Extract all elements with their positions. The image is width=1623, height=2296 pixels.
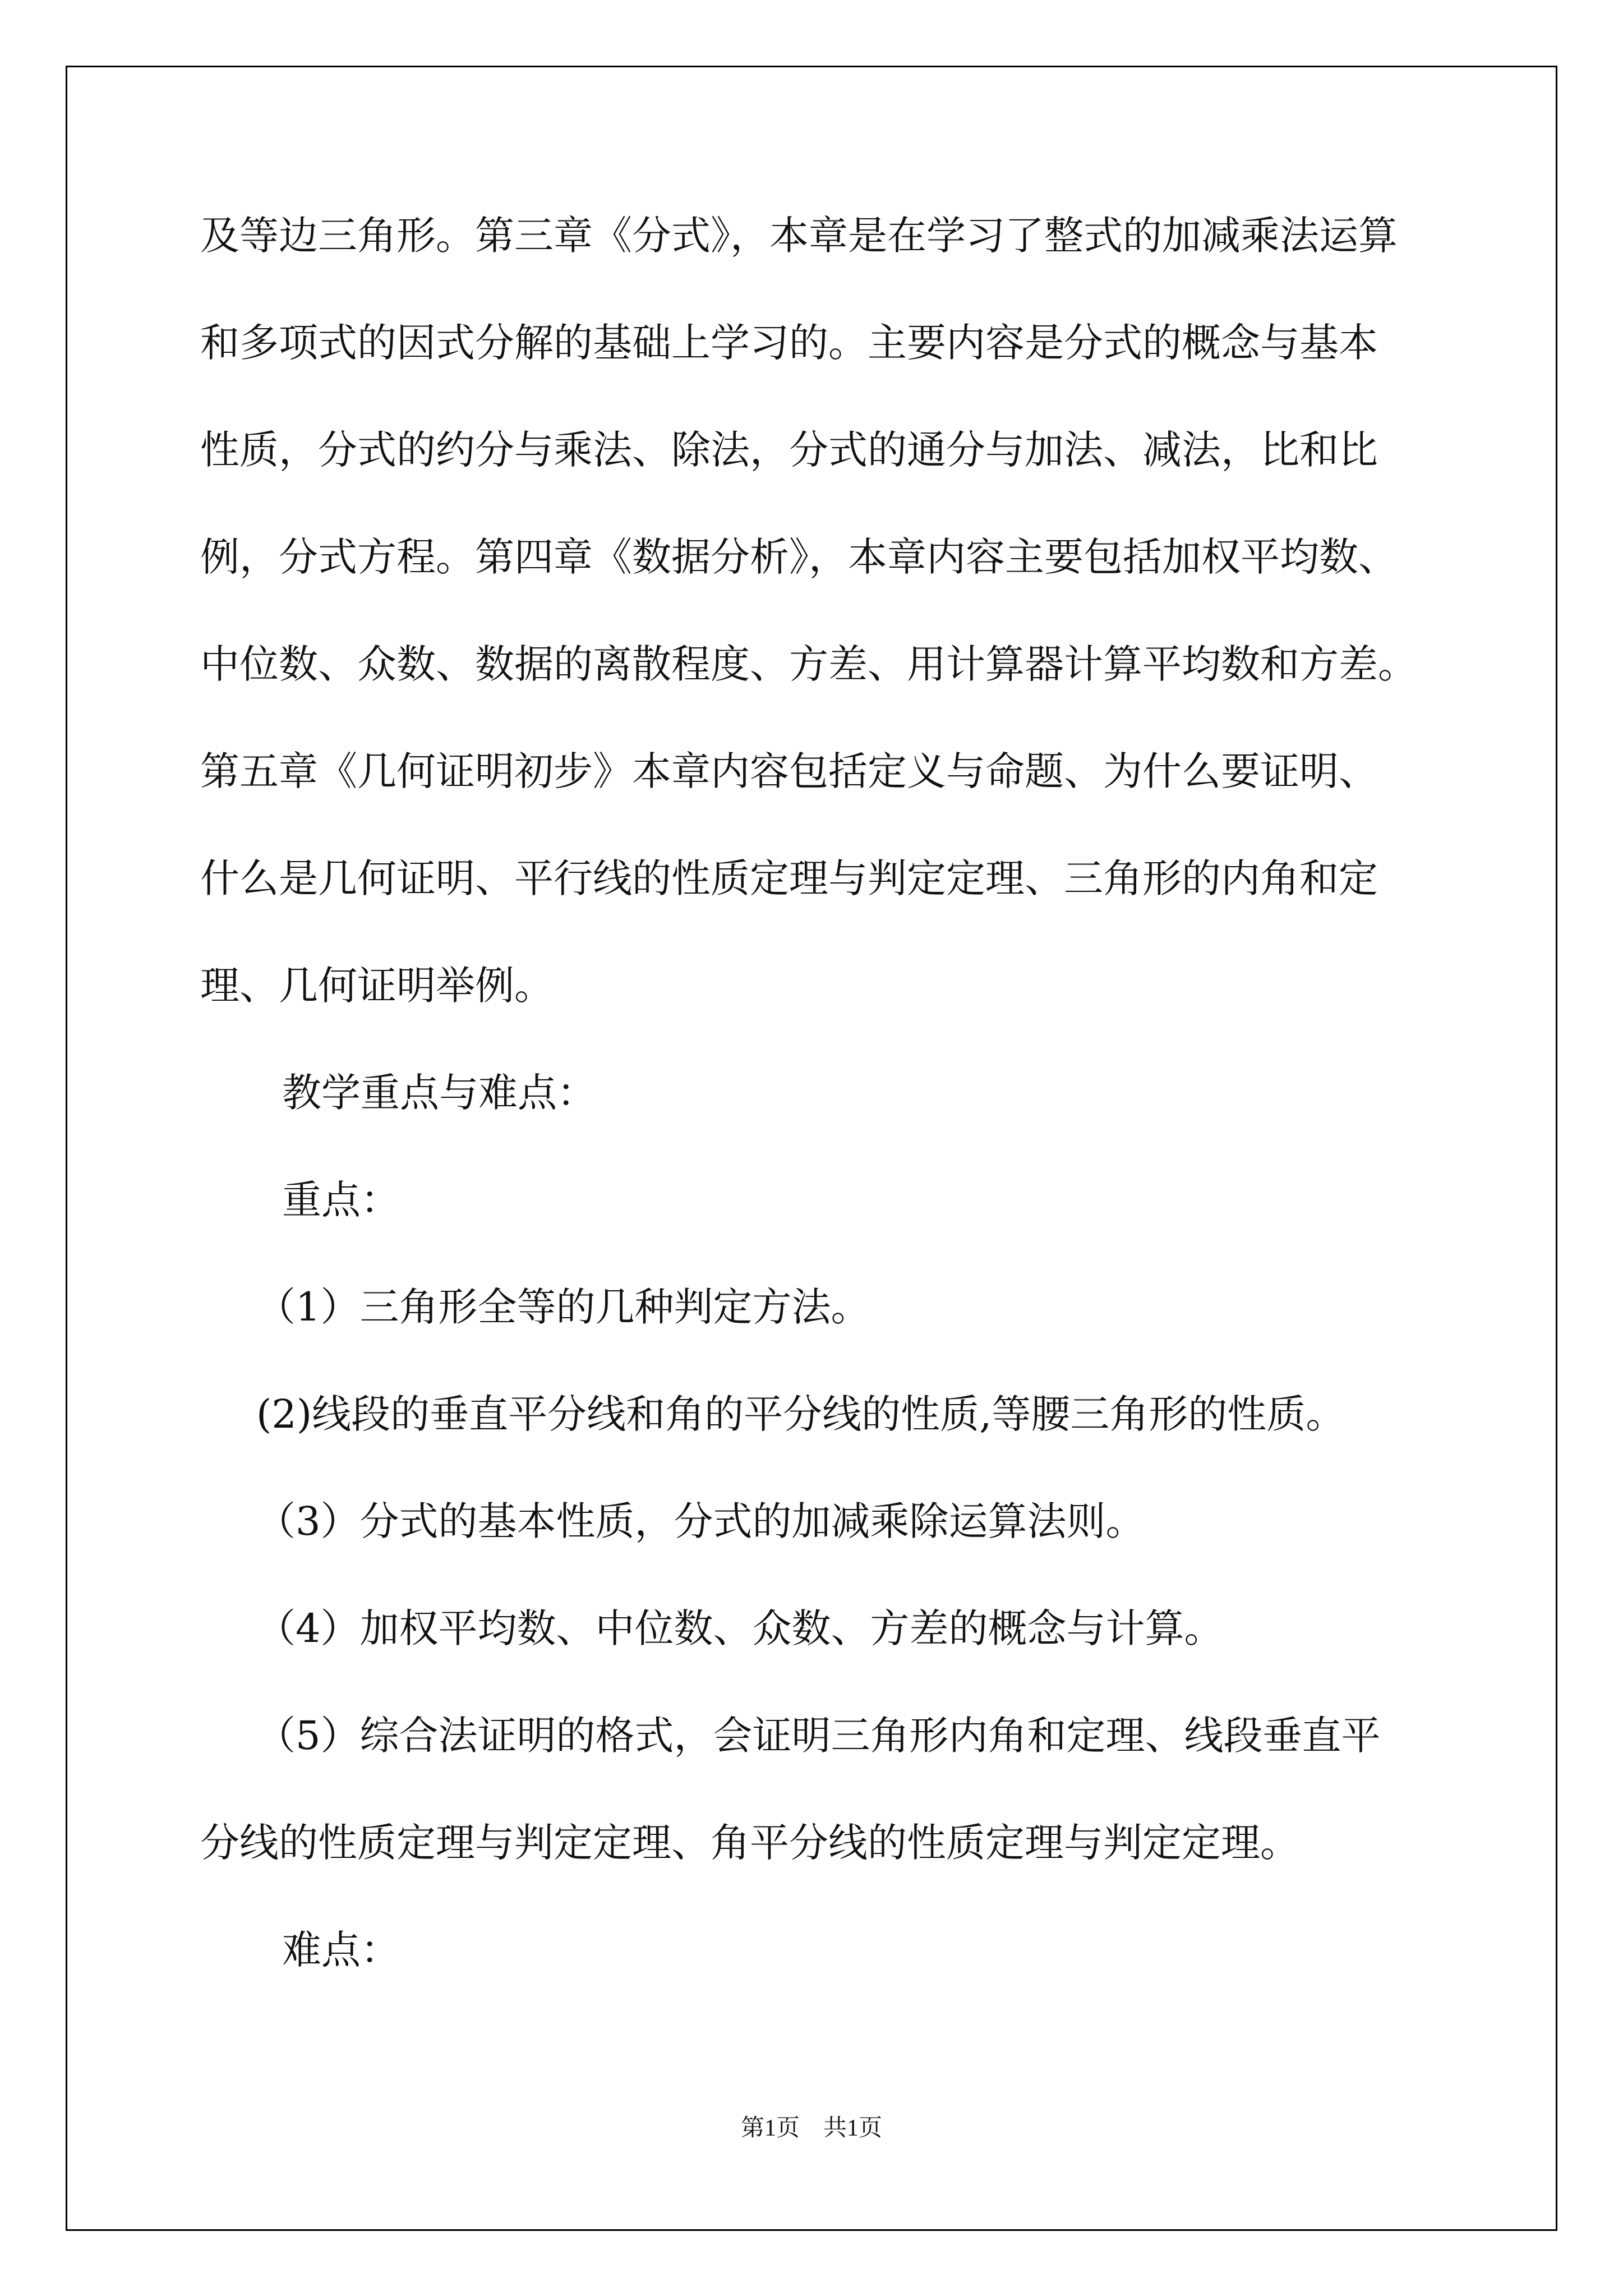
paragraph-line: 中位数、众数、数据的离散程度、方差、用计算器计算平均数和方差。 [200, 641, 1417, 687]
paragraph-line: 例，分式方程。第四章《数据分析》，本章内容主要包括加权平均数、 [200, 534, 1398, 580]
point-item: （1）三角形全等的几种判定方法。 [256, 1284, 870, 1330]
point-item: （4）加权平均数、中位数、众数、方差的概念与计算。 [256, 1605, 1224, 1651]
point-continuation: 分线的性质定理与判定定理、角平分线的性质定理与判定定理。 [200, 1820, 1299, 1866]
paragraph-line: 和多项式的因式分解的基础上学习的。主要内容是分式的概念与基本 [200, 320, 1378, 366]
paragraph-line: 性质，分式的约分与乘法、除法，分式的通分与加法、减法，比和比 [200, 427, 1378, 473]
point-item: （3）分式的基本性质，分式的加减乘除运算法则。 [256, 1498, 1145, 1544]
point-item: (2)线段的垂直平分线和角的平分线的性质,等腰三角形的性质。 [256, 1391, 1345, 1437]
paragraph-line: 什么是几何证明、平行线的性质定理与判定定理、三角形的内角和定 [200, 855, 1378, 901]
page-border [66, 66, 1557, 2231]
heading-key-difficult: 教学重点与难点： [282, 1070, 596, 1116]
heading-difficult: 难点： [282, 1927, 400, 1973]
page-footer: 第1页 共1页 [740, 2115, 882, 2141]
paragraph-line: 第五章《几何证明初步》本章内容包括定义与命题、为什么要证明、 [200, 748, 1378, 794]
heading-key: 重点： [282, 1177, 400, 1223]
paragraph-line: 理、几何证明举例。 [200, 963, 554, 1009]
paragraph-line: 及等边三角形。第三章《分式》，本章是在学习了整式的加减乘法运算 [200, 213, 1398, 259]
point-item: （5）综合法证明的格式，会证明三角形内角和定理、线段垂直平 [256, 1713, 1381, 1759]
